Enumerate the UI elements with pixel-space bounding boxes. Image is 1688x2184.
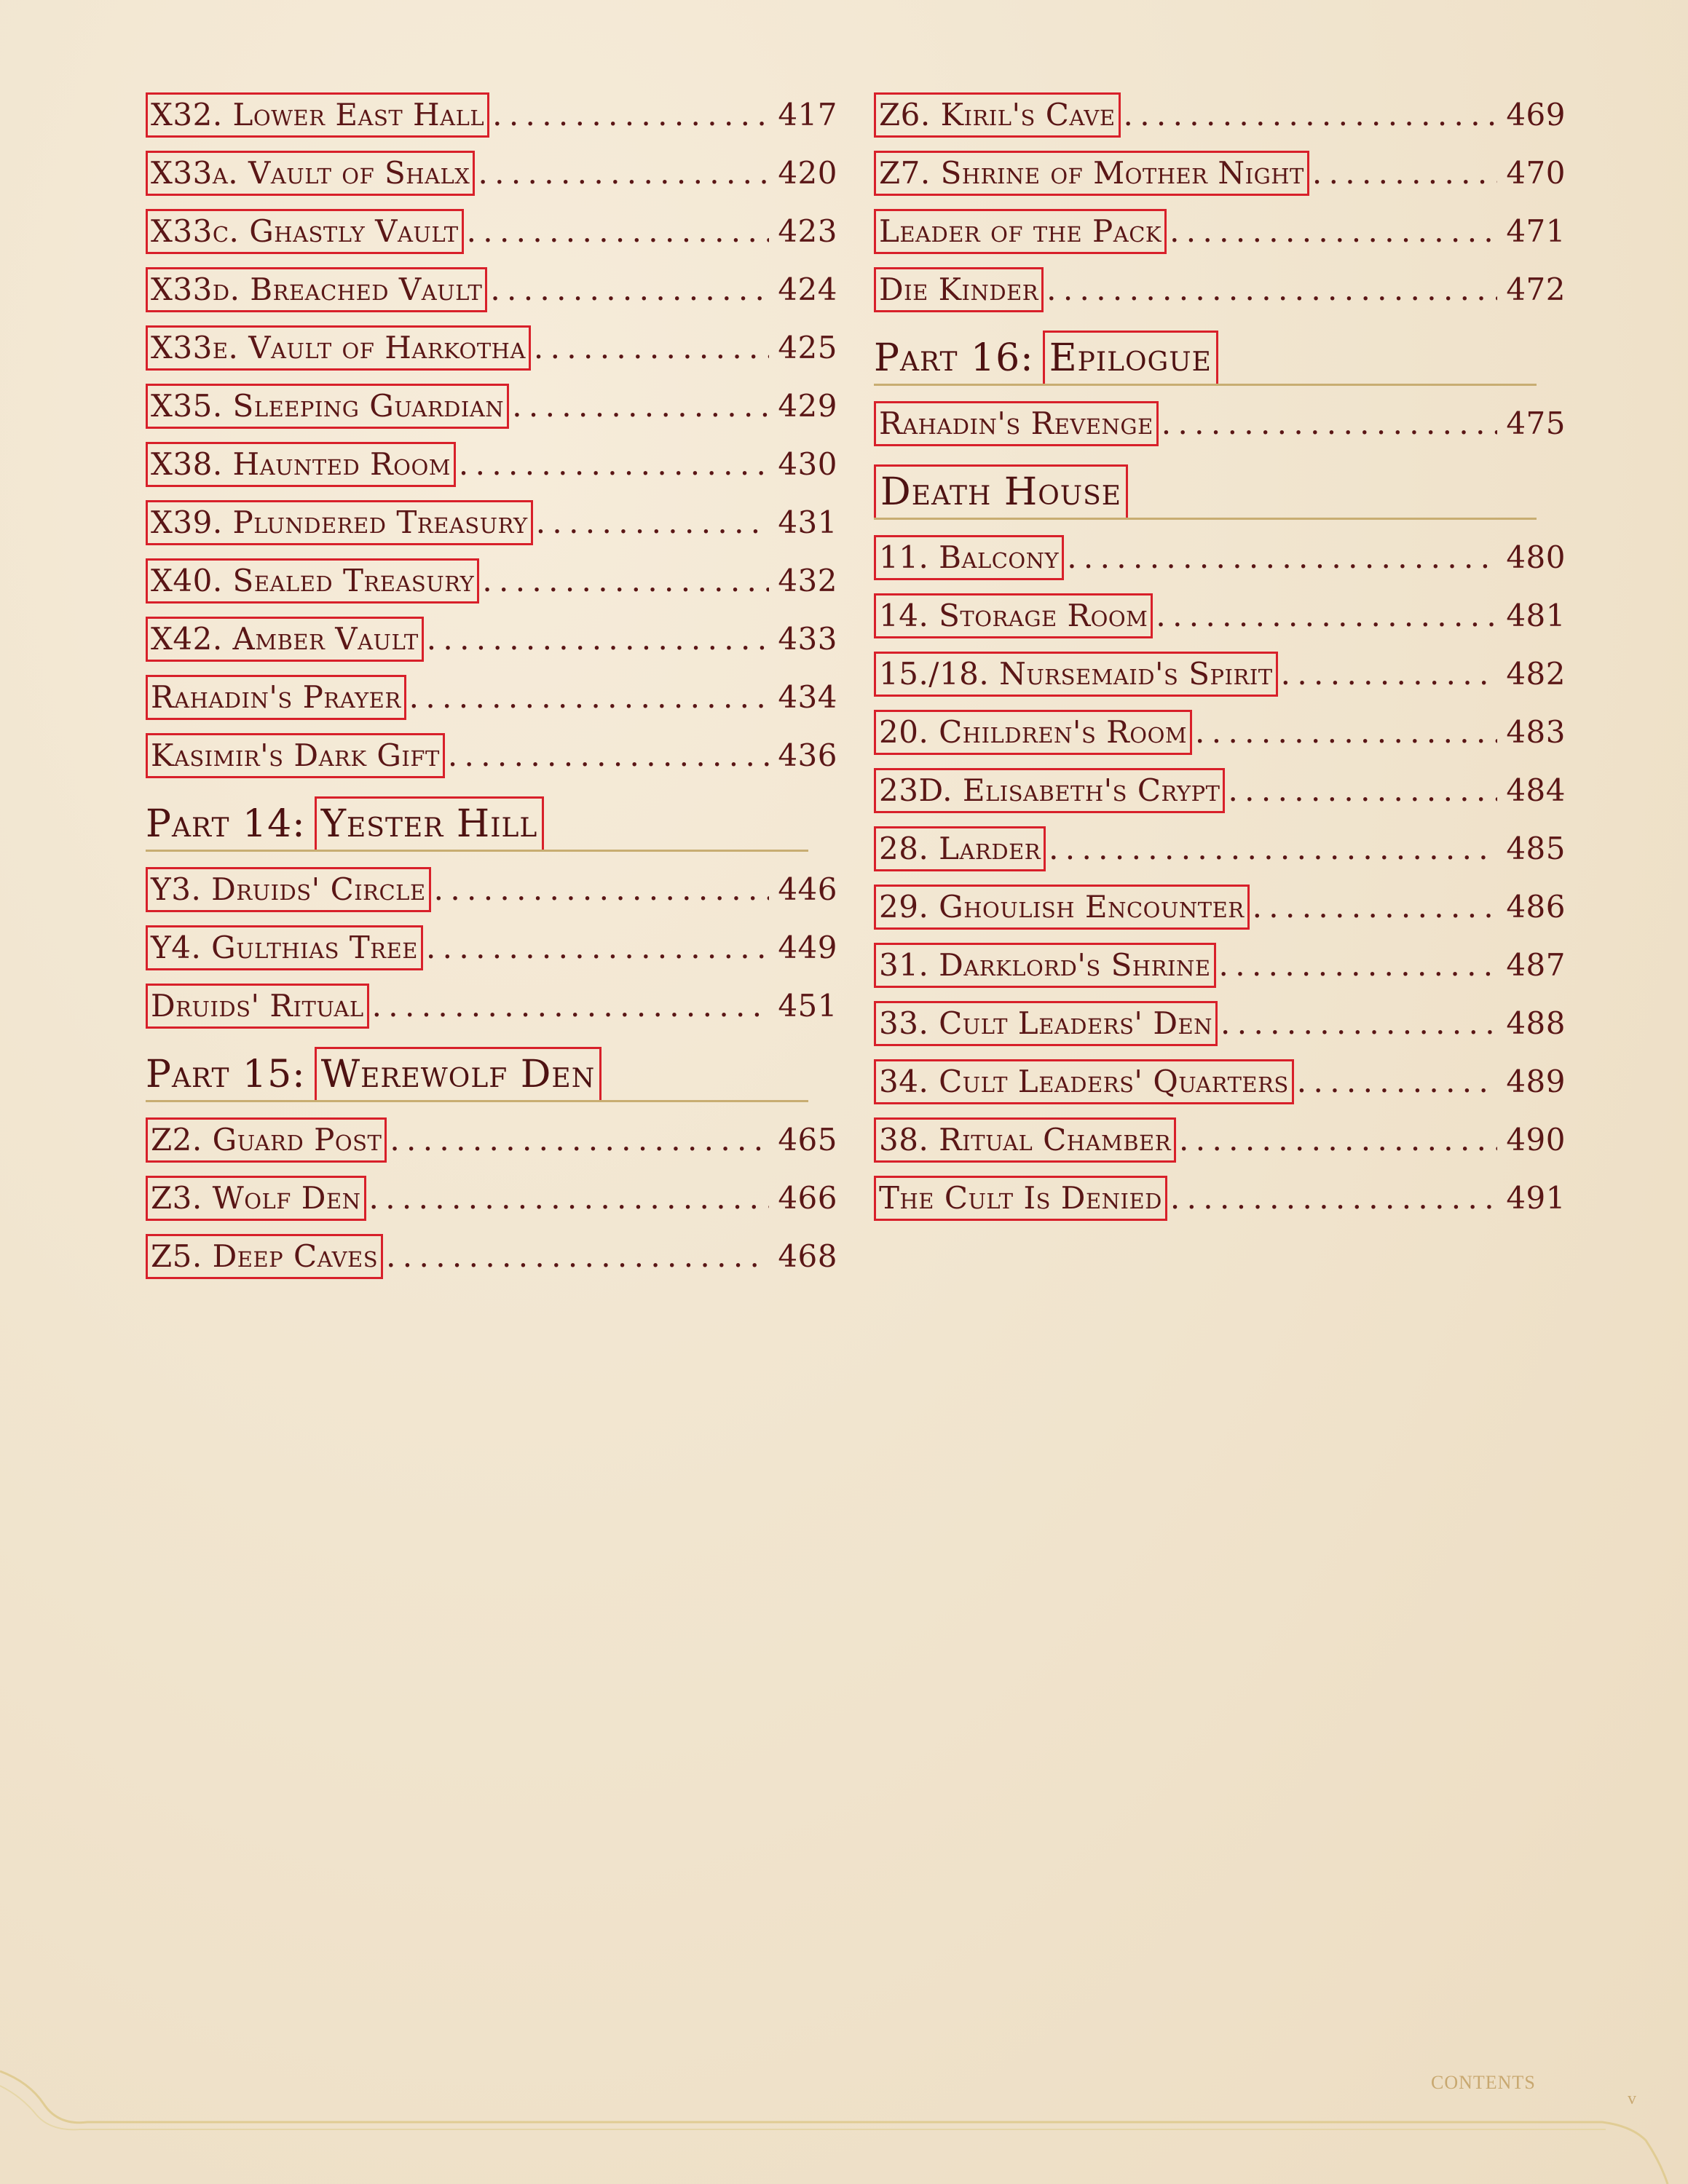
toc-entry[interactable] (146, 977, 837, 1035)
toc-entry-page: 449 (778, 930, 837, 965)
toc-entry-page: 433 (778, 621, 837, 657)
toc-entry-page: 472 (1506, 272, 1566, 307)
toc-entry-title: 33. Cult Leaders' Den (874, 1001, 1218, 1046)
dot-leader (1220, 994, 1497, 1053)
toc-entry-title: X38. Haunted Room (146, 442, 456, 487)
part-heading-name: Death House (874, 464, 1128, 520)
toc-entry-page: 431 (778, 505, 837, 540)
toc-entry-title: Rahadin's Prayer (146, 675, 406, 720)
toc-entry-page: 491 (1506, 1180, 1566, 1216)
dot-leader (1156, 587, 1497, 645)
toc-entry[interactable] (146, 377, 837, 435)
toc-entry-title: X33c. Ghastly Vault (146, 209, 464, 254)
dot-leader (467, 202, 769, 261)
dot-leader (386, 1227, 769, 1286)
toc-entry-page: 484 (1506, 772, 1566, 808)
toc-entry[interactable] (874, 261, 1566, 319)
toc-entry-page: 482 (1506, 656, 1566, 692)
toc-entry-title: X33a. Vault of Shalx (146, 151, 475, 196)
toc-entry[interactable] (146, 1111, 837, 1169)
toc-column-left (146, 86, 837, 1286)
toc-entry-title: 38. Ritual Chamber (874, 1117, 1176, 1163)
part-heading-rule (874, 518, 1537, 520)
toc-column-right (874, 86, 1566, 1227)
part-heading-name: Yester Hill (315, 796, 545, 852)
toc-entry-title: The Cult Is Denied (874, 1176, 1167, 1221)
toc-entry[interactable] (146, 144, 837, 202)
toc-entry[interactable] (146, 202, 837, 261)
toc-entry-title: Y4. Gulthias Tree (146, 925, 423, 970)
toc-entry-title: Z5. Deep Caves (146, 1234, 383, 1279)
part-heading-prefix: Part 14: (146, 802, 306, 846)
dot-leader (512, 377, 769, 435)
toc-entry[interactable] (874, 703, 1566, 761)
toc-entry-page: 451 (778, 988, 837, 1024)
dot-leader (434, 860, 769, 919)
toc-entry[interactable] (874, 587, 1566, 645)
dot-leader (1219, 936, 1497, 994)
toc-entry[interactable] (874, 878, 1566, 936)
toc-entry-page: 424 (778, 272, 837, 307)
toc-entry-title: 31. Darklord's Shrine (874, 943, 1216, 988)
toc-entry-title: Z7. Shrine of Mother Night (874, 151, 1309, 196)
part-heading-prefix: Part 15: (146, 1053, 306, 1096)
toc-entry-page: 434 (778, 679, 837, 715)
toc-entry-title: 14. Storage Room (874, 593, 1153, 638)
toc-entry[interactable] (874, 1053, 1566, 1111)
part-heading (874, 322, 1566, 395)
part-heading-rule (146, 1100, 808, 1102)
toc-entry[interactable] (146, 494, 837, 552)
toc-entry[interactable] (874, 1169, 1566, 1227)
toc-entry-page: 486 (1506, 889, 1566, 925)
toc-entry-title: 29. Ghoulish Encounter (874, 885, 1250, 930)
toc-entry[interactable] (146, 1169, 837, 1227)
dot-leader (459, 435, 769, 494)
toc-entry-title: X32. Lower East Hall (146, 92, 489, 138)
dot-leader (1179, 1111, 1497, 1169)
toc-entry[interactable] (146, 552, 837, 610)
toc-entry[interactable] (874, 395, 1566, 453)
toc-entry-page: 489 (1506, 1064, 1566, 1099)
toc-entry[interactable] (874, 86, 1566, 144)
toc-entry-page: 468 (778, 1238, 837, 1274)
toc-entry[interactable] (874, 936, 1566, 994)
dot-leader (534, 319, 769, 377)
part-heading-rule (874, 384, 1537, 386)
dot-leader (1312, 144, 1497, 202)
toc-entry[interactable] (146, 727, 837, 785)
toc-entry-page: 430 (778, 446, 837, 482)
toc-entry[interactable] (874, 820, 1566, 878)
toc-entry-page: 436 (778, 737, 837, 773)
dot-leader (490, 261, 769, 319)
toc-entry-page: 432 (778, 563, 837, 598)
toc-entry-page: 446 (778, 871, 837, 907)
toc-entry-page: 423 (778, 213, 837, 249)
toc-entry-title: Leader of the Pack (874, 209, 1167, 254)
toc-entry-page: 483 (1506, 714, 1566, 750)
toc-entry-title: Z6. Kiril's Cave (874, 92, 1121, 138)
dot-leader (1124, 86, 1498, 144)
dot-leader (1228, 761, 1497, 820)
part-heading (146, 1038, 837, 1111)
toc-entry-page: 429 (778, 388, 837, 424)
toc-entry-title: Druids' Ritual (146, 984, 369, 1029)
dot-leader (448, 727, 769, 785)
toc-entry-page: 471 (1506, 213, 1566, 249)
toc-entry-page: 481 (1506, 598, 1566, 633)
dot-leader (536, 494, 769, 552)
toc-entry[interactable] (146, 86, 837, 144)
toc-entry[interactable] (146, 261, 837, 319)
dot-leader (1170, 1169, 1497, 1227)
dot-leader (1046, 261, 1497, 319)
dot-leader (1067, 529, 1497, 587)
toc-entry[interactable] (874, 645, 1566, 703)
part-heading-rule (146, 850, 808, 852)
toc-entry-title: 23D. Elisabeth's Crypt (874, 768, 1225, 813)
toc-entry[interactable] (146, 610, 837, 668)
dot-leader (427, 610, 769, 668)
part-heading-name: Werewolf Den (315, 1047, 602, 1102)
toc-entry-title: X33d. Breached Vault (146, 267, 487, 312)
dot-leader (1297, 1053, 1497, 1111)
part-heading-prefix: Part 16: (874, 336, 1034, 380)
toc-entry-page: 490 (1506, 1122, 1566, 1158)
part-heading-name: Epilogue (1043, 331, 1218, 386)
toc-entry[interactable] (874, 144, 1566, 202)
toc-entry-title: Y3. Druids' Circle (146, 867, 431, 912)
dot-leader (1281, 645, 1497, 703)
toc-entry-page: 420 (778, 155, 837, 191)
toc-entry-title: X42. Amber Vault (146, 617, 424, 662)
toc-entry-title: X35. Sleeping Guardian (146, 384, 509, 429)
toc-entry[interactable] (146, 435, 837, 494)
footer-section-label: CONTENTS (1431, 2072, 1536, 2093)
dot-leader (372, 977, 769, 1035)
toc-entry-title: X40. Sealed Treasury (146, 558, 479, 604)
dot-leader (492, 86, 769, 144)
toc-entry-title: 28. Larder (874, 826, 1046, 871)
toc-entry-page: 465 (778, 1122, 837, 1158)
page-number: v (1628, 2089, 1636, 2108)
toc-entry-title: X39. Plundered Treasury (146, 500, 533, 545)
toc-entry-title: Kasimir's Dark Gift (146, 733, 445, 778)
dot-leader (478, 144, 769, 202)
toc-entry-page: 487 (1506, 947, 1566, 983)
toc-entry-page: 466 (778, 1180, 837, 1216)
toc-entry-title: 15./18. Nursemaid's Spirit (874, 652, 1278, 697)
toc-entry-title: Die Kinder (874, 267, 1044, 312)
toc-entry-title: Z3. Wolf Den (146, 1176, 366, 1221)
dot-leader (1049, 820, 1497, 878)
toc-entry-title: X33e. Vault of Harkotha (146, 325, 531, 371)
dot-leader (1195, 703, 1497, 761)
toc-entry-page: 485 (1506, 831, 1566, 866)
dot-leader (482, 552, 769, 610)
toc-entry[interactable] (874, 1111, 1566, 1169)
toc-entry-page: 475 (1506, 405, 1566, 441)
dot-leader (1162, 395, 1497, 453)
toc-entry[interactable] (146, 860, 837, 919)
toc-entry-page: 417 (778, 97, 837, 132)
dot-leader (1253, 878, 1497, 936)
toc-entry[interactable] (146, 668, 837, 727)
toc-entry-page: 425 (778, 330, 837, 365)
toc-entry[interactable] (146, 919, 837, 977)
toc-entry-page: 488 (1506, 1005, 1566, 1041)
toc-entry-page: 480 (1506, 539, 1566, 575)
dot-leader (390, 1111, 769, 1169)
toc-entry-title: 20. Children's Room (874, 710, 1192, 755)
part-heading (874, 456, 1566, 529)
part-heading (146, 788, 837, 860)
toc-entry[interactable] (146, 1227, 837, 1286)
toc-entry-page: 469 (1506, 97, 1566, 132)
toc-entry-title: Rahadin's Revenge (874, 401, 1159, 446)
toc-entry-page: 470 (1506, 155, 1566, 191)
toc-entry[interactable] (874, 529, 1566, 587)
toc-entry[interactable] (146, 319, 837, 377)
dot-leader (1170, 202, 1497, 261)
dot-leader (426, 919, 769, 977)
toc-entry[interactable] (874, 202, 1566, 261)
toc-entry-title: 34. Cult Leaders' Quarters (874, 1059, 1294, 1104)
toc-entry[interactable] (874, 761, 1566, 820)
toc-entry-title: Z2. Guard Post (146, 1117, 387, 1163)
dot-leader (409, 668, 769, 727)
dot-leader (369, 1169, 770, 1227)
toc-entry-title: 11. Balcony (874, 535, 1064, 580)
toc-entry[interactable] (874, 994, 1566, 1053)
